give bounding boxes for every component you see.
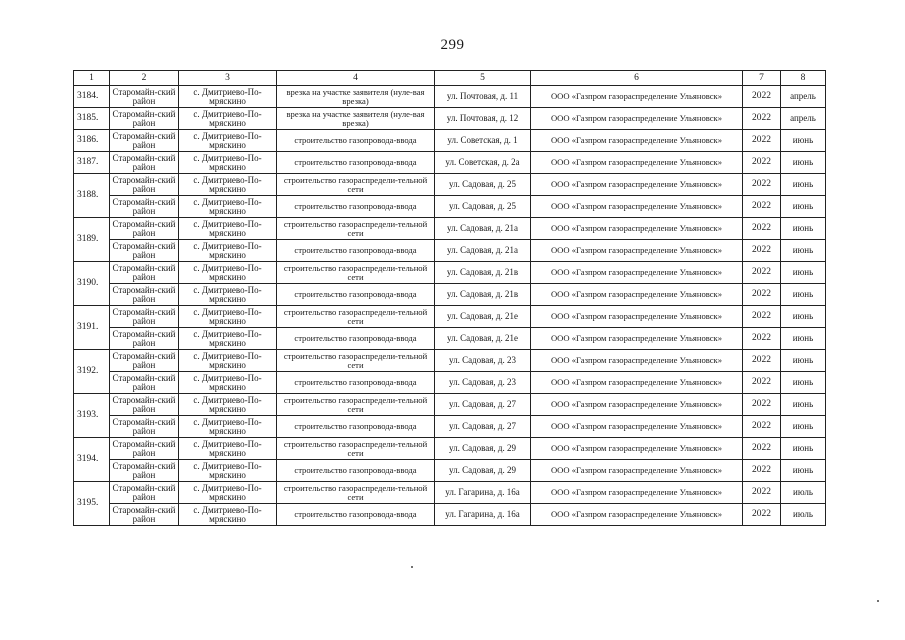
organization-cell: ООО «Газпром газораспределение Ульяновск» xyxy=(531,350,743,372)
work-type-cell: строительство газораспредели-тельной сети xyxy=(277,482,435,504)
header-row xyxy=(74,71,826,86)
settlement-cell: с. Дмитриево-По-мряскино xyxy=(179,218,277,240)
year-cell: 2022 xyxy=(743,438,781,460)
year-cell: 2022 xyxy=(743,394,781,416)
district-cell: Старомайн-ский район xyxy=(110,196,179,218)
table-row xyxy=(74,460,826,482)
work-type-cell: строительство газопровода-ввода xyxy=(277,328,435,350)
month-cell: июнь xyxy=(781,174,826,196)
settlement-cell: с. Дмитриево-По-мряскино xyxy=(179,108,277,130)
settlement-cell: с. Дмитриево-По-мряскино xyxy=(179,86,277,108)
table-row xyxy=(74,152,826,174)
district-cell: Старомайн-ский район xyxy=(110,394,179,416)
settlement-cell: с. Дмитриево-По-мряскино xyxy=(179,174,277,196)
address-cell: ул. Советская, д. 2а xyxy=(435,152,531,174)
address-cell: ул. Садовая, д. 21а xyxy=(435,240,531,262)
address-cell: ул. Садовая, д. 21е xyxy=(435,306,531,328)
table-row xyxy=(74,416,826,438)
work-type-cell: строительство газопровода-ввода xyxy=(277,372,435,394)
address-cell: ул. Почтовая, д. 11 xyxy=(435,86,531,108)
organization-cell: ООО «Газпром газораспределение Ульяновск» xyxy=(531,328,743,350)
settlement-cell: с. Дмитриево-По-мряскино xyxy=(179,416,277,438)
table-row xyxy=(74,438,826,460)
year-cell: 2022 xyxy=(743,130,781,152)
district-cell: Старомайн-ский район xyxy=(110,240,179,262)
year-cell: 2022 xyxy=(743,306,781,328)
row-number-cell: 3195. xyxy=(74,482,110,526)
settlement-cell: с. Дмитриево-По-мряскино xyxy=(179,284,277,306)
row-number-cell: 3186. xyxy=(74,130,110,152)
year-cell: 2022 xyxy=(743,284,781,306)
work-type-cell: строительство газопровода-ввода xyxy=(277,152,435,174)
settlement-cell: с. Дмитриево-По-мряскино xyxy=(179,372,277,394)
year-cell: 2022 xyxy=(743,218,781,240)
district-cell: Старомайн-ский район xyxy=(110,504,179,526)
month-cell: июль xyxy=(781,482,826,504)
district-cell: Старомайн-ский район xyxy=(110,130,179,152)
year-cell: 2022 xyxy=(743,416,781,438)
organization-cell: ООО «Газпром газораспределение Ульяновск» xyxy=(531,262,743,284)
organization-cell: ООО «Газпром газораспределение Ульяновск» xyxy=(531,108,743,130)
work-type-cell: строительство газораспредели-тельной сети xyxy=(277,394,435,416)
work-type-cell: врезка на участке заявителя (нуле-вая врезка) xyxy=(277,86,435,108)
work-type-cell: строительство газопровода-ввода xyxy=(277,130,435,152)
month-cell: июнь xyxy=(781,438,826,460)
col-header: 1 xyxy=(74,71,110,86)
settlement-cell: с. Дмитриево-По-мряскино xyxy=(179,438,277,460)
settlement-cell: с. Дмитриево-По-мряскино xyxy=(179,262,277,284)
organization-cell: ООО «Газпром газораспределение Ульяновск» xyxy=(531,218,743,240)
table-row xyxy=(74,504,826,526)
year-cell: 2022 xyxy=(743,262,781,284)
organization-cell: ООО «Газпром газораспределение Ульяновск» xyxy=(531,416,743,438)
table-row xyxy=(74,394,826,416)
settlement-cell: с. Дмитриево-По-мряскино xyxy=(179,460,277,482)
page-number: 299 xyxy=(440,37,465,53)
settlement-cell: с. Дмитриево-По-мряскино xyxy=(179,130,277,152)
work-type-cell: строительство газопровода-ввода xyxy=(277,460,435,482)
settlement-cell: с. Дмитриево-По-мряскино xyxy=(179,504,277,526)
table-body xyxy=(74,86,826,526)
scan-speck xyxy=(877,600,879,602)
organization-cell: ООО «Газпром газораспределение Ульяновск» xyxy=(531,372,743,394)
settlement-cell: с. Дмитриево-По-мряскино xyxy=(179,394,277,416)
table-row xyxy=(74,86,826,108)
address-cell: ул. Почтовая, д. 12 xyxy=(435,108,531,130)
district-cell: Старомайн-ский район xyxy=(110,306,179,328)
organization-cell: ООО «Газпром газораспределение Ульяновск» xyxy=(531,482,743,504)
settlement-cell: с. Дмитриево-По-мряскино xyxy=(179,240,277,262)
year-cell: 2022 xyxy=(743,372,781,394)
organization-cell: ООО «Газпром газораспределение Ульяновск» xyxy=(531,306,743,328)
col-header: 7 xyxy=(743,71,781,86)
scan-speck xyxy=(411,566,413,568)
work-type-cell: строительство газопровода-ввода xyxy=(277,284,435,306)
address-cell: ул. Садовая, д. 27 xyxy=(435,394,531,416)
organization-cell: ООО «Газпром газораспределение Ульяновск» xyxy=(531,394,743,416)
col-header: 8 xyxy=(781,71,826,86)
month-cell: июнь xyxy=(781,196,826,218)
address-cell: ул. Садовая, д. 25 xyxy=(435,196,531,218)
district-cell: Старомайн-ский район xyxy=(110,328,179,350)
work-type-cell: строительство газопровода-ввода xyxy=(277,504,435,526)
row-number-cell: 3192. xyxy=(74,350,110,394)
work-type-cell: строительство газораспредели-тельной сети xyxy=(277,174,435,196)
year-cell: 2022 xyxy=(743,350,781,372)
month-cell: июнь xyxy=(781,306,826,328)
month-cell: июль xyxy=(781,504,826,526)
month-cell: июнь xyxy=(781,152,826,174)
row-number-cell: 3188. xyxy=(74,174,110,218)
year-cell: 2022 xyxy=(743,460,781,482)
table-row xyxy=(74,108,826,130)
schedule-table xyxy=(73,70,826,526)
address-cell: ул. Гагарина, д. 16а xyxy=(435,482,531,504)
table-row xyxy=(74,218,826,240)
year-cell: 2022 xyxy=(743,504,781,526)
address-cell: ул. Садовая, д. 21в xyxy=(435,284,531,306)
table-row xyxy=(74,328,826,350)
district-cell: Старомайн-ский район xyxy=(110,218,179,240)
table-row xyxy=(74,196,826,218)
table-row xyxy=(74,306,826,328)
district-cell: Старомайн-ский район xyxy=(110,152,179,174)
row-number-cell: 3194. xyxy=(74,438,110,482)
month-cell: июнь xyxy=(781,284,826,306)
year-cell: 2022 xyxy=(743,86,781,108)
row-number-cell: 3185. xyxy=(74,108,110,130)
month-cell: июнь xyxy=(781,350,826,372)
col-header: 3 xyxy=(179,71,277,86)
organization-cell: ООО «Газпром газораспределение Ульяновск» xyxy=(531,174,743,196)
district-cell: Старомайн-ский район xyxy=(110,174,179,196)
col-header: 4 xyxy=(277,71,435,86)
table-row xyxy=(74,262,826,284)
work-type-cell: строительство газораспредели-тельной сети xyxy=(277,218,435,240)
year-cell: 2022 xyxy=(743,240,781,262)
month-cell: июнь xyxy=(781,130,826,152)
table-row xyxy=(74,284,826,306)
row-number-cell: 3184. xyxy=(74,86,110,108)
district-cell: Старомайн-ский район xyxy=(110,438,179,460)
col-header: 5 xyxy=(435,71,531,86)
address-cell: ул. Садовая, д. 27 xyxy=(435,416,531,438)
month-cell: июнь xyxy=(781,262,826,284)
year-cell: 2022 xyxy=(743,328,781,350)
settlement-cell: с. Дмитриево-По-мряскино xyxy=(179,152,277,174)
month-cell: июнь xyxy=(781,460,826,482)
organization-cell: ООО «Газпром газораспределение Ульяновск» xyxy=(531,152,743,174)
organization-cell: ООО «Газпром газораспределение Ульяновск» xyxy=(531,240,743,262)
table-row xyxy=(74,174,826,196)
settlement-cell: с. Дмитриево-По-мряскино xyxy=(179,482,277,504)
district-cell: Старомайн-ский район xyxy=(110,460,179,482)
row-number-cell: 3189. xyxy=(74,218,110,262)
month-cell: июнь xyxy=(781,240,826,262)
organization-cell: ООО «Газпром газораспределение Ульяновск» xyxy=(531,504,743,526)
year-cell: 2022 xyxy=(743,152,781,174)
organization-cell: ООО «Газпром газораспределение Ульяновск» xyxy=(531,438,743,460)
address-cell: ул. Садовая, д. 29 xyxy=(435,438,531,460)
year-cell: 2022 xyxy=(743,174,781,196)
district-cell: Старомайн-ский район xyxy=(110,416,179,438)
table-row xyxy=(74,482,826,504)
month-cell: июнь xyxy=(781,416,826,438)
district-cell: Старомайн-ский район xyxy=(110,372,179,394)
address-cell: ул. Садовая, д. 23 xyxy=(435,350,531,372)
address-cell: ул. Садовая, д. 29 xyxy=(435,460,531,482)
month-cell: апрель xyxy=(781,86,826,108)
month-cell: апрель xyxy=(781,108,826,130)
settlement-cell: с. Дмитриево-По-мряскино xyxy=(179,328,277,350)
table-row xyxy=(74,240,826,262)
month-cell: июнь xyxy=(781,394,826,416)
district-cell: Старомайн-ский район xyxy=(110,482,179,504)
district-cell: Старомайн-ский район xyxy=(110,108,179,130)
settlement-cell: с. Дмитриево-По-мряскино xyxy=(179,196,277,218)
row-number-cell: 3193. xyxy=(74,394,110,438)
year-cell: 2022 xyxy=(743,482,781,504)
settlement-cell: с. Дмитриево-По-мряскино xyxy=(179,306,277,328)
year-cell: 2022 xyxy=(743,196,781,218)
table-row xyxy=(74,130,826,152)
table-row xyxy=(74,372,826,394)
address-cell: ул. Садовая, д. 21в xyxy=(435,262,531,284)
work-type-cell: строительство газораспредели-тельной сети xyxy=(277,350,435,372)
district-cell: Старомайн-ский район xyxy=(110,262,179,284)
address-cell: ул. Садовая, д. 23 xyxy=(435,372,531,394)
settlement-cell: с. Дмитриево-По-мряскино xyxy=(179,350,277,372)
year-cell: 2022 xyxy=(743,108,781,130)
work-type-cell: строительство газопровода-ввода xyxy=(277,416,435,438)
work-type-cell: строительство газопровода-ввода xyxy=(277,196,435,218)
month-cell: июнь xyxy=(781,218,826,240)
work-type-cell: строительство газораспредели-тельной сети xyxy=(277,306,435,328)
work-type-cell: строительство газораспредели-тельной сети xyxy=(277,262,435,284)
organization-cell: ООО «Газпром газораспределение Ульяновск» xyxy=(531,284,743,306)
col-header: 6 xyxy=(531,71,743,86)
organization-cell: ООО «Газпром газораспределение Ульяновск» xyxy=(531,130,743,152)
address-cell: ул. Садовая, д. 21е xyxy=(435,328,531,350)
col-header: 2 xyxy=(110,71,179,86)
row-number-cell: 3191. xyxy=(74,306,110,350)
address-cell: ул. Садовая, д. 25 xyxy=(435,174,531,196)
month-cell: июнь xyxy=(781,372,826,394)
address-cell: ул. Гагарина, д. 16а xyxy=(435,504,531,526)
organization-cell: ООО «Газпром газораспределение Ульяновск» xyxy=(531,460,743,482)
district-cell: Старомайн-ский район xyxy=(110,350,179,372)
address-cell: ул. Садовая, д. 21а xyxy=(435,218,531,240)
work-type-cell: строительство газопровода-ввода xyxy=(277,240,435,262)
work-type-cell: врезка на участке заявителя (нуле-вая врезка) xyxy=(277,108,435,130)
organization-cell: ООО «Газпром газораспределение Ульяновск» xyxy=(531,196,743,218)
row-number-cell: 3190. xyxy=(74,262,110,306)
work-type-cell: строительство газораспредели-тельной сети xyxy=(277,438,435,460)
district-cell: Старомайн-ский район xyxy=(110,284,179,306)
address-cell: ул. Советская, д. 1 xyxy=(435,130,531,152)
table-row xyxy=(74,350,826,372)
row-number-cell: 3187. xyxy=(74,152,110,174)
district-cell: Старомайн-ский район xyxy=(110,86,179,108)
month-cell: июнь xyxy=(781,328,826,350)
organization-cell: ООО «Газпром газораспределение Ульяновск» xyxy=(531,86,743,108)
